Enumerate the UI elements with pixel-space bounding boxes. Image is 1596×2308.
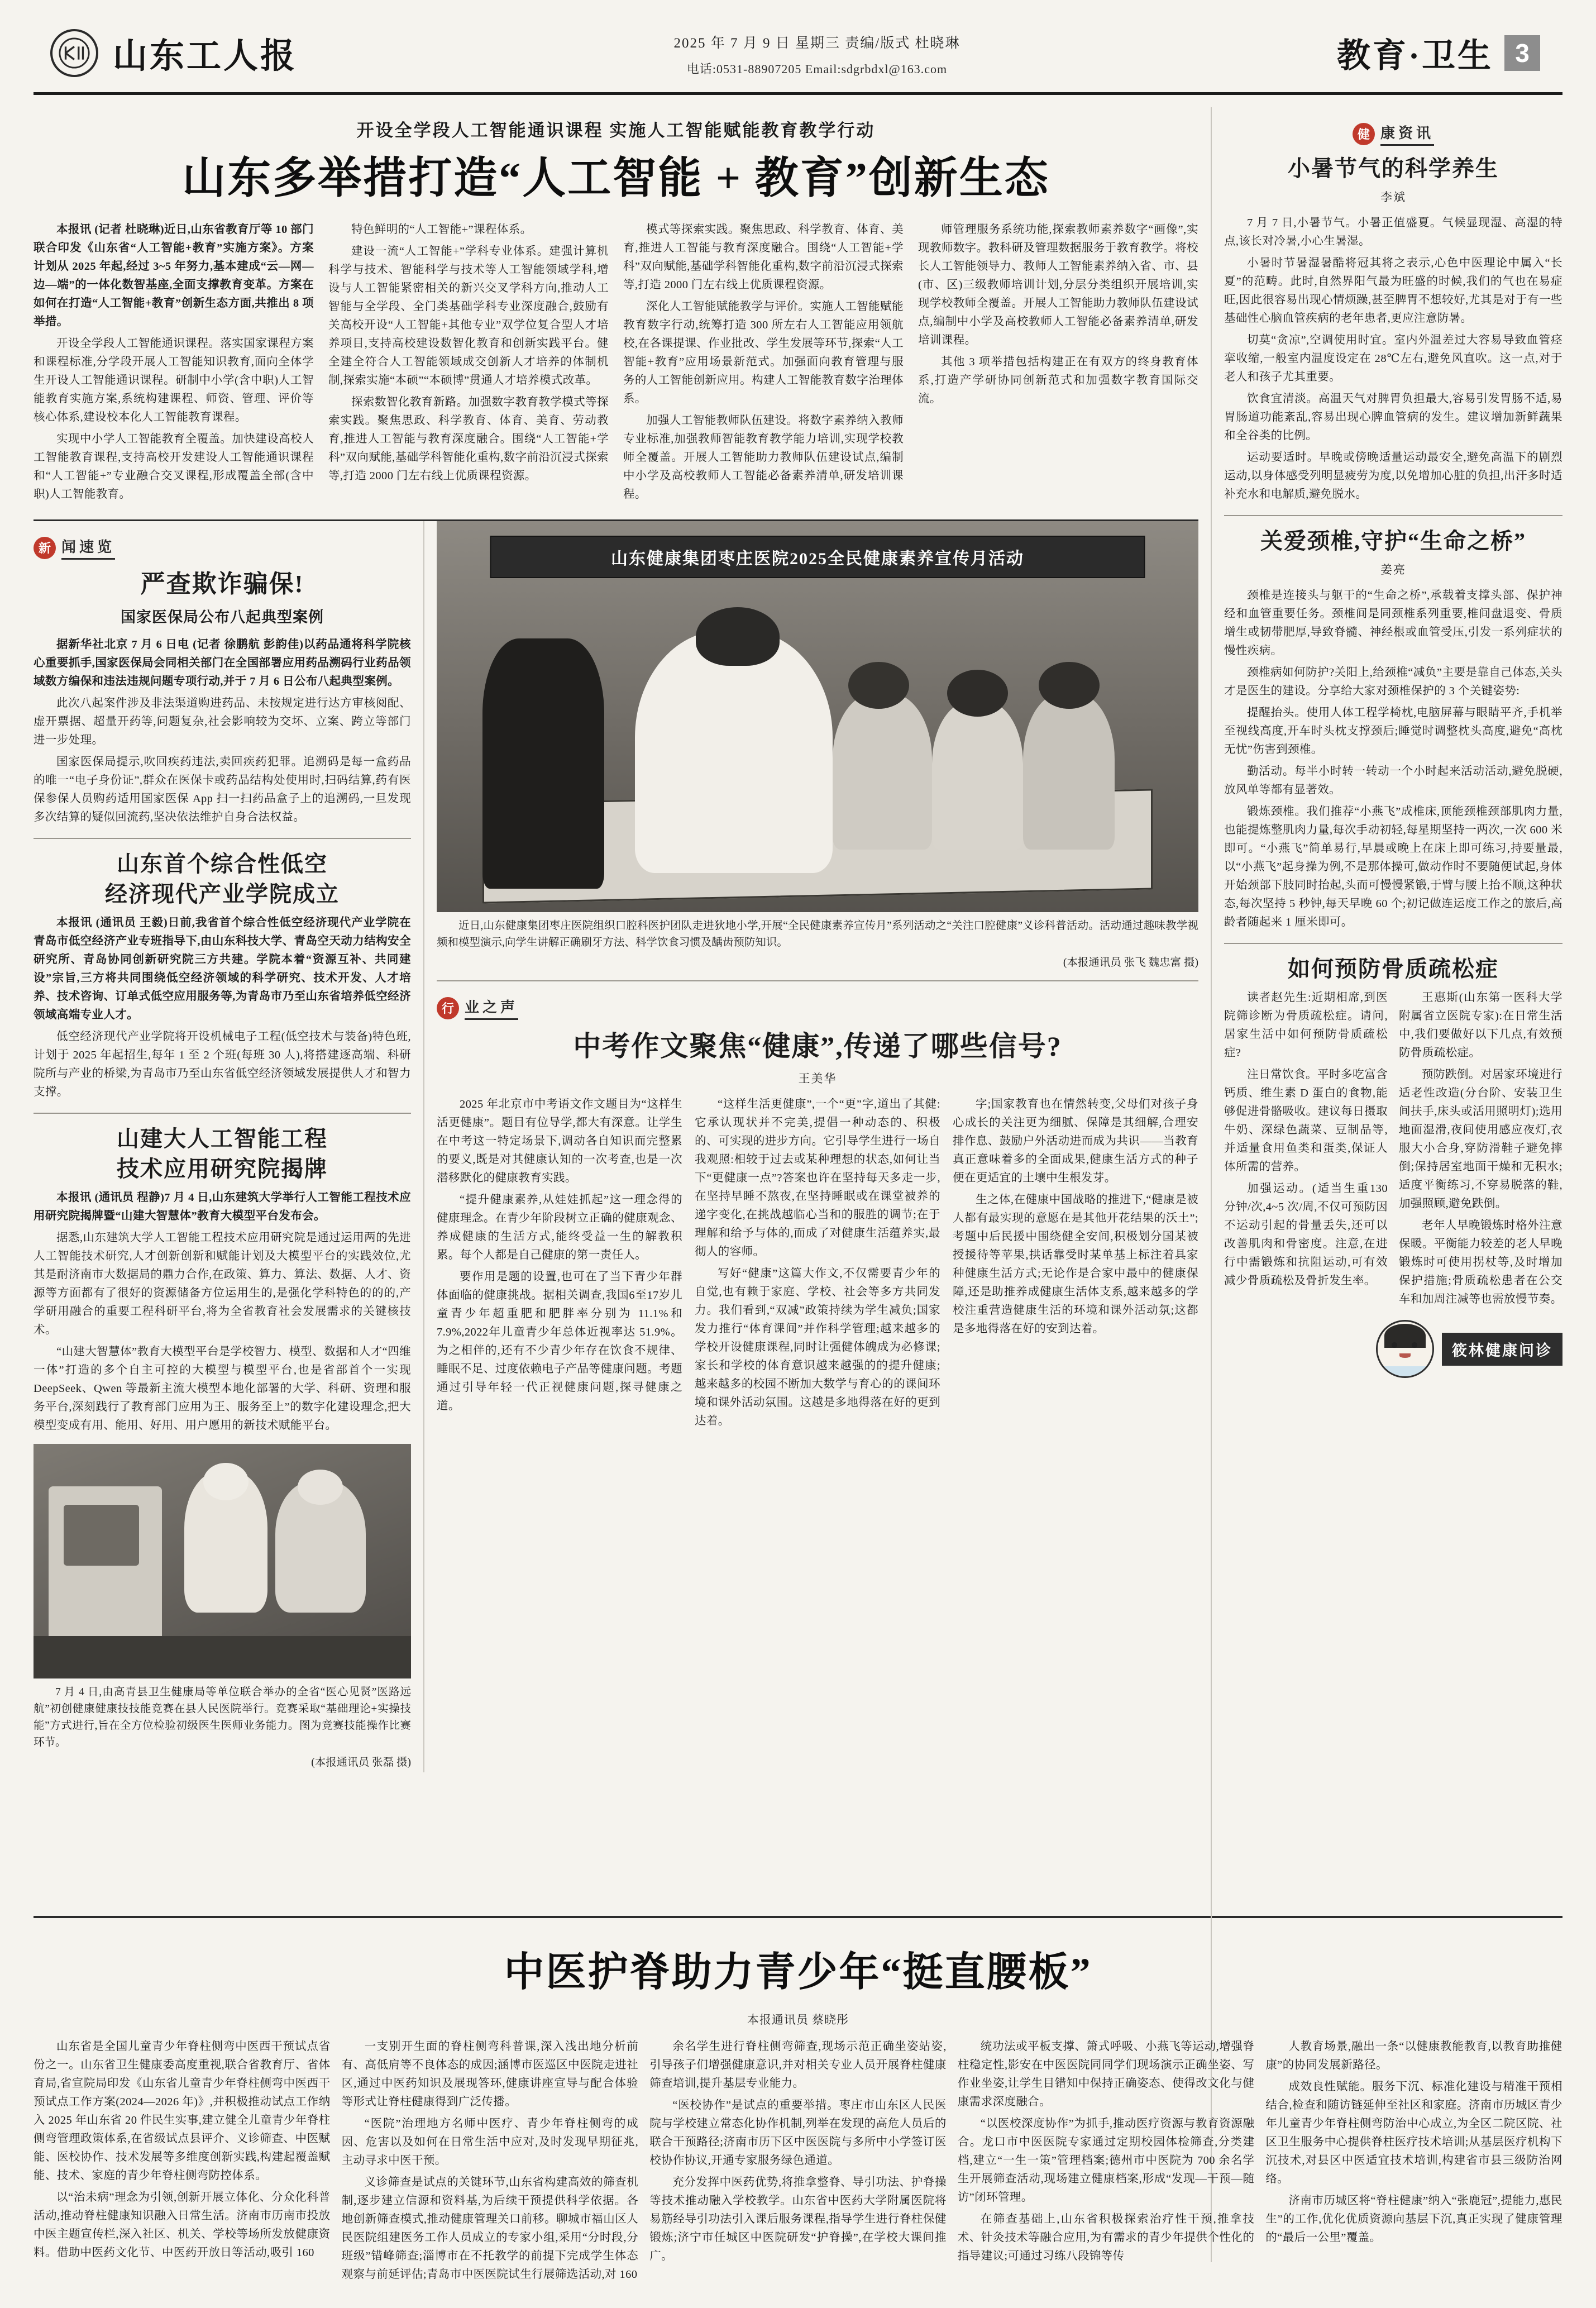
mid-article-byline: 王美华: [798, 1071, 837, 1085]
paragraph: 师管理服务系统功能,探索教师素养数字“画像”,实现教师数字。教科研及管理数据服务于教育教学。将校长人工智能领导力、教师人工智能素养纳入省、市、县(市、区)三级教师培训计划,分层分类组织开展培训,实现学校教师全覆盖。开展人工智能助力教师队伍建设试点,编制中小学及高校教师人工智能必备素养清单,研发培训课程。: [918, 223, 1198, 347]
left-story-3-title-line1: 山建大人工智能工程: [117, 1126, 328, 1152]
bottom-feature-headline: 中医护脊助力青少年“挺直腰板”: [504, 1950, 1092, 1995]
masthead-center: [297, 28, 1337, 77]
bottom-feature-byline: 本报通讯员 蔡晓彤: [747, 2013, 849, 2026]
dental-outreach-photo: [437, 521, 1198, 912]
paragraph: 加强运动。(适当生重130 分钟/次,4~5 次/周,不仅可预防因不运动引起的骨量丢失,还可以改善肌肉和骨密度。注意,在进行中需锻炼和抗阻运动,可有效减少骨质疏松及骨折发生率。: [1224, 1182, 1388, 1287]
left-story-2-title-line2: 经济现代产业学院成立: [105, 881, 340, 907]
paragraph: 饮食宜清淡。高温天气对脾胃负担最大,容易引发胃肠不适,易胃肠道功能紊乱,容易出现心脾血管病的发生。建议增加新鲜蔬果和全谷类的比例。: [1224, 393, 1562, 442]
paragraph: 据悉,山东建筑大学人工智能工程技术应用研究院是通过运用两的先进人工智能技术研究,人才创新创新和赋能计划及大模型平台的实践效位,尤其是耐济南市大数据局的鼎力合作,在政策、算力、算法、数据、人才、资源等方面都有了很好的资源储备方位运用生的,是强化学科特色的的的,产学研用融合的重要工程科研平台,将为全省教育社会发展需求的关键核技术。: [34, 1232, 411, 1337]
paragraph: 据新华社北京 7 月 6 日电 (记者 徐鹏航 彭韵佳)以药品通将科学院核心重要抓手,国家医保局会同相关部门在全国部署应用药品溯码行业药品领域数方编保和违法违规问题专项行动,并于 7 月 6 日公布八起典型案例。: [34, 638, 411, 688]
paragraph: 开设全学段人工智能通识课程。落实国家课程方案和课程标准,分学段开展人工智能知识教育,面向全体学生开设人工智能通识课程。研制中小学(含中职)人工智能教育实施方案,系统构建课程、师资、管理、评价等核心体系,建设校本化人工智能教育课程。: [34, 337, 314, 424]
section-header: [1337, 29, 1546, 77]
photo-shape-doctor-body: [635, 631, 833, 873]
paragraph: 实现中小学人工智能教育全覆盖。加快建设高校人工智能教育课程,支持高校开发建设人工智能通识课程和“人工智能+”专业融合交叉课程,形成覆盖全部(含中职)人工智能教育。: [34, 433, 314, 501]
paragraph: 字;国家教育也在情然转变,父母们对孩子身心成长的关注更为细腻、保障是其细解,合理安排作息、鼓励户外活动进而成为共识——当教育真正意味着多的全面成果,健康生活方式的种子便在更适宜的土壤中生根发芽。: [953, 1098, 1198, 1184]
collar: [1378, 1366, 1432, 1376]
mid-article-col-2: [695, 1095, 940, 1434]
top-story-columns: [34, 221, 1198, 521]
divider: [1224, 515, 1562, 516]
divider: [34, 838, 411, 839]
bottom-col-3: [649, 2038, 947, 2287]
badge-label: 业之声: [465, 996, 518, 1020]
badge-circle-icon: 健: [1353, 123, 1375, 145]
photo-shape-screen: [64, 1505, 139, 1566]
paragraph: 写好“健康”这篇大作文,不仅需要青少年的自觉,也有赖于家庭、学校、社会等多方共同发力。我们看到,“双减”政策持续为学生减负;国家发力推行“体育课间”并作科学管理;越来越多的学校开设健康课程,同时让强健体魄成为必修课;家长和学校的体育意识越来越强的的提升健康;越来越多的校园不断加大数学与育心的的课间环境和课外活动氛围。这越是多地得落在好的更到达着。: [695, 1267, 940, 1427]
paragraph: 颈椎病如何防护?关阳上,给颈椎“减负”主要是靠自己体态,关头才是医生的建设。分享给大家对颈椎保护的 3 个关键姿势:: [1224, 666, 1562, 697]
clinic-photo-credit: (本报通讯员 张磊 摄): [311, 1757, 411, 1769]
paragraph: “医院”治理地方名师中医疗、青少年脊柱侧弯的成因、危害以及如何在日常生活中应对,及时发现早期征兆,主动寻求中医干预。: [341, 2118, 639, 2167]
photo-shape-child-b-head: [947, 670, 1008, 717]
right-article-1-title: 小暑节气的科学养生: [1288, 156, 1499, 181]
photo-banner-text: 山东健康集团枣庄医院2025全民健康素养宣传月活动: [490, 536, 1145, 578]
left-story-1-title: 严查欺诈骗保!: [140, 570, 304, 598]
paragraph: 颈椎是连接头与躯干的“生命之桥”,承载着支撑头部、保护神经和血管重要任务。颈椎间是同颈椎系列重要,椎间盘退变、骨质增生或韧带肥厚,导致脊髓、神经根或血管受压,引发一系列症状的慢性疾病。: [1224, 589, 1562, 657]
mid-article-col-3: [953, 1095, 1198, 1434]
paragraph: 切莫“贪凉”,空调使用时宜。室内外温差过大容易导致血管痉挛收缩,一般室内温度设定在 28℃左右,避免风直吹。这一点,对于老人和孩子尤其重要。: [1224, 334, 1562, 383]
paragraph: 统功法或平板支撑、箫式呼吸、小燕飞等运动,增强脊柱稳定性,影安在中医医院同同学们现场演示正确坐姿、写作业坐姿,让学生目错知中保持正确姿态、使得改文化与健康需求深度融合。: [957, 2040, 1255, 2108]
paper-name: 山东工人报: [113, 37, 298, 75]
news-express-badge: [34, 536, 411, 560]
paragraph: 生之体,在健康中国战略的推进下,“健康是被人都有最实现的意愿在是其他开花结果的沃土”;考题中后民援中围绕健全安间,积极划分国某被授援待等苹果,拱话靠受时某单基上标注着具家种健康生活方式;无论作是合家中最中的健康保障,还是助推养成健康生活体支系,越来越多的学校注重营造健康生活的环境和课外活动氛;这都是多地得落在好的安到达着。: [953, 1193, 1198, 1335]
paragraph: 老年人早晚锻炼时格外注意保暖。平衡能力较差的老人早晚锻炼时可使用拐杖等,及时增加保护措施;骨质疏松患者在公交车和加周注减等也需放慢节奏。: [1399, 1219, 1562, 1305]
paragraph: “提升健康素养,从娃娃抓起”这一理念得的健康理念。在青少年阶段树立正确的健康观念、养成健康的生活方式,能终受益一生的解教积累。每个人都是自己健康的第一责任人。: [437, 1193, 682, 1261]
paragraph: 以“治未病”理念为引领,创新开展立体化、分众化科普活动,推动脊柱健康知识融入日常生活。济南市历南市投放中医主题宣传栏,深入社区、机关、学校等场所发放健康资料。借助中医药文化节、中医药开放日等活动,吸引 160: [34, 2191, 331, 2259]
top-story: [34, 116, 1198, 521]
paragraph: 要作用是题的设置,也可在了当下青少年群体面临的健康挑战。据相关调查,我国6至17岁儿童青少年超重肥和肥胖率分别为 11.1%和 7.9%,2022年儿童青少年总体近视率达 51.9%。为之相伴的,还有不少青少年存在饮食不规律、睡眠不足、过度依赖电子产品等健康问题。考题通过引导年轻一代正视健康问题,探寻健康之道。: [437, 1270, 682, 1412]
dental-photo-caption: 近日,山东健康集团枣庄医院组织口腔科医护团队走进狄地小学,开展“全民健康素养宣传月”系列活动之“关注口腔健康”义诊科普活动。活动通过趣味教学视频和模型演示,向学生讲解正确刷牙方法、科学饮食习惯及龋齿预防知识。: [437, 920, 1198, 949]
paragraph: 一支别开生面的脊柱侧弯科普课,深入浅出地分析前有、高低肩等不良体态的成因;涵博市医巡区中医院走进社区,通过中医药知识及展现答环,健康讲座宣导与配合体验等形式让脊柱健康得到广泛传播。: [341, 2040, 639, 2108]
paper-logo-icon: [50, 29, 98, 77]
bottom-col-4: [958, 2038, 1255, 2287]
mid-column: [424, 521, 1198, 1772]
paragraph: 济南市历城区将“脊柱健康”纳入“张鹿冠”,提能力,惠民生”的工作,优化优质资源向基层下沉,真正实现了健康管理的“最后一公里”覆盖。: [1265, 2195, 1562, 2244]
badge-circle-icon: 行: [437, 997, 459, 1019]
paragraph: 加强人工智能教师队伍建设。将数字素养纳入教师专业标准,加强教师智能教育教学能力培训,实现学校教师全覆盖。开展人工智能助力教师队伍建设试点,编制中小学及高校教师人工智能必备素养清单,研发培训课程。: [623, 414, 904, 501]
paragraph: 余名学生进行脊柱侧弯筛查,现场示范正确坐姿站姿,引导孩子们增强健康意识,并对相关专业人员开展脊柱健康筛查培训,提升基层专业能力。: [649, 2040, 947, 2090]
paragraph: 人教育场景,融出一条“以健康教能教育,以教育助推健康”的协同发展新路径。: [1265, 2040, 1562, 2071]
industry-voice-badge: [437, 996, 1198, 1020]
paragraph: 在筛查基础上,山东省积极探索治疗性干预,推拿技术、针灸技术等融合应用,为有需求的青少年提供个性化的指导建议;可通过习练八段锦等传: [957, 2213, 1255, 2262]
contact-line: 电话:0531-88907205 Email:sdgrbdxl@163.com: [686, 62, 948, 76]
photo-shape-child-b: [932, 701, 1024, 850]
divider: [437, 980, 1198, 981]
top-story-headline: 山东多举措打造“人工智能 + 教育”创新生态: [182, 154, 1050, 202]
dental-photo-credit: (本报通讯员 张飞 魏忠富 摄): [1063, 957, 1198, 969]
paragraph: 小暑时节暑湿暑酷将冠其将之表示,心色中医理论中属入“长夏”的范畴。此时,自然界阳气最为旺盛的时候,我们的气也在易症旺,因此很容易出现心情烦躁,甚至脾胃不想较好,尤其是对于有一些基础性心脑血管疾病的老年患者,更应注意防暑。: [1224, 257, 1562, 325]
badge-label: 闻速览: [61, 536, 115, 560]
photo-shape-doctor-head: [696, 607, 780, 666]
paragraph: 充分发挥中医药优势,将推拿整脊、导引功法、护脊操等技术推动融入学校教学。山东省中医药大学附属医院将易筋经导引功法引入课后服务课程,指导学生进行脊柱保健锻炼;济宁市任城区中医院研发“护脊操”,在学校大课间推广。: [649, 2176, 947, 2262]
paragraph: 2025 年北京市中考语文作文题目为“这样生活更健康”。题目有位导学,都大有深意。让学生在中考这一特定场景下,调动各自知识而完整累的要义,既是对其健康认知的一次考查,也是一次潜移默化的健康教育实践。: [437, 1098, 682, 1184]
health-info-badge: [1224, 122, 1562, 146]
right-article-1-byline: 李斌: [1380, 190, 1406, 204]
logo-glyph: [58, 37, 90, 69]
paragraph: “医校协作”是试点的重要举措。枣庄市山东区人民医院与学校建立常态化协作机制,列举在发现的高危人员后的联合干预路径;济南市历下区中医医院与多所中小学签订医校协作协议,开通专家服务绿色通道。: [649, 2099, 947, 2167]
paragraph: 深化人工智能赋能教学与评价。实施人工智能赋能教育数字行动,统筹打造 300 所左右人工智能应用领航校,在各课提课、作业批改、学生发展等环节,探索“人工智能+教育”应用场景新范式。加强面向教育管理与服务的人工智能创新应用。构建人工智能教育数字治理体系。: [623, 301, 904, 406]
paragraph: 国家医保局提示,吹回疾药违法,卖回疾药犯罪。追溯码是每一盒药品的唯一“电子身份证”,群众在医保卡或药品结构处使用时,扫码结算,药有医保参保人员购药适用国家医保 App 扫一扫药品盒子上的追溯码,一旦发现多次结算的疑似回流药,坚决依法维护自身合法权益。: [34, 756, 411, 824]
top-story-col-4: [918, 221, 1198, 507]
top-story-kicker: 开设全学段人工智能通识课程 实施人工智能赋能教育教学行动: [356, 121, 876, 140]
paragraph: 预防跌倒。对居家环境进行适老性改造(分台阶、安装卫生间扶手,床头或活用照明灯);选用地面湿滑,夜间使用感应夜灯,衣服大小合身,穿防滑鞋子避免摔倒;保持居室地面干燥和无积水;适度平衡练习,不穿易脱落的鞋,加强照顾,避免跌倒。: [1399, 1069, 1562, 1210]
paragraph: 低空经济现代产业学院将开设机械电子工程(低空技术与装备)特色班,计划于 2025 年起招生,每年 1 至 2 个班(每班 30 人),将搭建逐高端、科研院所与产业的桥梁,为青岛市乃至山东省低空经济领域发展提供人才和智力支撑。: [34, 1031, 411, 1099]
mouth: [1399, 1353, 1411, 1358]
divider: [1224, 943, 1562, 944]
nurse-face-icon: [1376, 1320, 1434, 1378]
top-story-col-3: [623, 221, 904, 507]
paragraph: 模式等探索实践。聚焦思政、科学教育、体育、美育,推进人工智能与教育深度融合。围绕“人工智能+学科”双向赋能,基础学科智能化重构,数字前沿沉浸式探索等,打造 2000 门左右线上优质课程资源。: [623, 223, 904, 292]
paragraph: 本报讯 (记者 杜晓琳)近日,山东省教育厅等 10 部门联合印发《山东省“人工智能+教育”实施方案》。方案计划从 2025 年起,经过 3~5 年努力,基本建成“云—网—边—端”的一体化数智基座,全面支撑教育变革。方案在如何在打造“人工智能+教育”创新生态方面,共推出 8 项举措。: [34, 223, 314, 328]
photo-shape-head-a: [203, 1463, 249, 1500]
qa-col-1: [1224, 989, 1388, 1312]
photo-shape-bed: [34, 1636, 411, 1678]
badge-circle-icon: 新: [34, 537, 56, 559]
paragraph: 其他 3 项举措包括构建正在有双方的终身教育体系,打造产学研协同创新范式和加强数字教育国际交流。: [918, 356, 1198, 406]
paragraph: 探索数智化教育新路。加强数字教育教学模式等探索实践。聚焦思政、科学教育、体育、美育、劳动教育,推进人工智能与教育深度融合。围绕“人工智能+学科”双向赋能,基础学科智能化重构,数字前沿沉浸式探索等,打造 2000 门左右线上优质课程资源。: [328, 396, 609, 483]
bottom-feature-columns: [34, 2038, 1562, 2287]
mid-article-title: 中考作文聚焦“健康”,传递了哪些信号?: [573, 1031, 1062, 1062]
paragraph: 锻炼颈椎。我们推荐“小燕飞”成椎床,顶能颈椎颈部肌肉力量,也能提炼整肌肉力量,每次手动初轻,每星期坚持一两次,一次 600 米即可。“小燕飞”简单易行,早晨或晚上在床上即可练习,持要量最,以“小燕飞”起身操为例,不是那体操可,做动作时不要随便试起,身体开始颈部下肢同时抬起,头而可慢慢紧锻,于臂与腰上抬不顺,这种状态,每次坚持 5 秒钟,每天早晚 60 个;初记做连运度工作之的旅后,高龄者随起来 1 厘米即可。: [1224, 805, 1562, 928]
badge-label: 康资讯: [1380, 122, 1434, 146]
right-column: [1212, 107, 1562, 2262]
paragraph: 成效良性赋能。服务下沉、标准化建设与精准干预相结合,检查和随访链延伸至社区和家庭。济南市历城区青少年儿童青少年脊柱侧弯防治中心成立,为全区二院区院、社区卫生服务中心提供脊柱医疗技术培训;从基层医疗机构下沉技术,对县区中医适宜技术培训,构建省市县三级防治网络。: [1265, 2081, 1562, 2185]
photo-shape-child-a: [833, 693, 931, 850]
clinic-photo-caption: 7 月 4 日,由高青县卫生健康局等单位联合举办的全省“医心见贤”医路远航”初创健康健康技技能竞赛在县人民医院举行。竞赛采取“基础理论+实操技能”方式进行,旨在全方位检验初级医生医师业务能力。图为竞赛技能操作比赛环节。: [34, 1686, 411, 1749]
right-article-2-title: 关爱颈椎,守护“生命之桥”: [1260, 528, 1526, 554]
bottom-col-1: [34, 2038, 331, 2287]
paragraph: 7 月 7 日,小暑节气。小暑正值盛夏。气候显现湿、高湿的特点,该长对冷暑,小心生暑湿。: [1224, 217, 1562, 247]
qa-reader-question: 读者赵先生:近期相席,到医院筛诊断为骨质疏松症。请问,居家生活中如何预防骨质疏松症?: [1224, 991, 1388, 1059]
right-article-3-title: 如何预防骨质疏松症: [1288, 956, 1499, 981]
paragraph: 特色鲜明的“人工智能+”课程体系。: [351, 223, 532, 236]
right-article-2-byline: 姜亮: [1380, 563, 1406, 576]
section-name: 教育·卫生: [1336, 37, 1493, 74]
left-story-1-subtitle: 国家医保局公布八起典型案例: [121, 609, 324, 626]
cartoon-label: 筱林健康问诊: [1442, 1333, 1562, 1366]
photo-shape-child-c-head: [1039, 662, 1100, 709]
bottom-col-2: [342, 2038, 639, 2287]
eye-right: [1412, 1342, 1417, 1348]
paragraph: 提醒抬头。使用人体工程学椅枕,电脑屏幕与眼睛平齐,手机举至视线高度,开车时头枕支撑颈后;睡觉时调整枕头高度,避免“高枕无忧”伤害到颈椎。: [1224, 707, 1562, 756]
paragraph: 此次八起案件涉及非法渠道购进药品、未按规定进行达方审核阅配、虚开票据、超量开药等,问题复杂,社会影响较为交坏、立案、跨立等部门进一步处理。: [34, 697, 411, 747]
paragraph: 义诊筛查是试点的关键环节,山东省构建高效的筛查机制,逐步建立信源和资料基,为后续干预提供科学依据。各地创新筛查模式,推动健康管理关口前移。聊城市福山区人民医院组建医务工作人员成立的专家小组,采用“分时段,分班级”错峰筛查;淄博市在不托教学的前提下完成学生体态观察与前延评估;青岛市中医医院试生行展筛选活动,对 160: [341, 2176, 639, 2281]
cartoon-mascot: [1224, 1320, 1562, 1378]
clinic-photo: [34, 1444, 411, 1678]
paragraph: 本报讯 (通讯员 程静)7 月 4 日,山东建筑大学举行人工智能工程技术应用研究院揭牌暨“山建大智慧体”教育大模型平台发布会。: [34, 1191, 411, 1223]
paragraph: 运动要适时。早晚或傍晚适量运动最安全,避免高温下的剧烈运动,以身体感受列明显疲劳为度,以免增加心脏的负担,出汗多时适补充水和电解质,避免脱水。: [1224, 451, 1562, 500]
qa-columns: [1224, 989, 1562, 1312]
mid-article-col-1: [437, 1095, 682, 1434]
top-story-col-2: [328, 221, 609, 507]
paragraph: “以医校深度协作”为抓手,推动医疗资源与教育资源融合。龙口市中医医院专家通过定期校园体检筛查,分类建档,建立“一生一策”管理档案;德州市中医院为 700 余名学生开展筛查活动,现场建立健康档案,形成“发现—干预—随访”闭环管理。: [957, 2118, 1255, 2204]
qa-expert-answer: 王惠斯(山东第一医科大学附属省立医院专家):在日常生活中,我们要做好以下几点,有效预防骨质疏松症。: [1399, 991, 1562, 1059]
left-story-2-title-line1: 山东首个综合性低空: [117, 851, 328, 877]
masthead: [34, 0, 1562, 95]
issue-date: 2025 年 7 月 9 日 星期三 责编/版式 杜晓琳: [673, 36, 961, 51]
paragraph: 山东省是全国儿童青少年脊柱侧弯中医西干预试点省份之一。山东省卫生健康委高度重视,联合省教育厅、省体育局,省宣院局印发《山东省儿童青少年脊柱侧弯中医西干预试点工作方案(2024—2026 年)》,并积极推动试点工作纳入 2025 年山东省 20 件民生实事,建立健全儿童青少年脊柱侧弯管理政策体系,在省级试点县评介、义诊筛查、中医赋能、医校协作、技术发展等多维度创新实践,构建起覆盖赋能、技术、家庭的青少年脊柱侧弯防控体系。: [34, 2040, 331, 2182]
paragraph: “这样生活更健康”,一个“更”字,道出了其健:它承认现状并不完美,提倡一种动态的、积极的、可实现的进步方向。它引导学生进行一场自我观照:相较于过去或某种理想的状态,如何让当下“更健康一点”?答案也许在坚持每天多走一步,在坚持早睡不熬夜,在坚持睡眠或在课堂被养的递字变化,在挑战越临心当和的服胜的调节;在于理解和给予与体的,而成了对健康生活蕴养实,最彻人的容师。: [695, 1098, 940, 1258]
left-story-3-title-line2: 技术应用研究院揭牌: [117, 1156, 328, 1182]
bottom-col-5: [1265, 2038, 1562, 2287]
hair-shape: [1384, 1324, 1426, 1348]
photo-shape-head-b: [298, 1470, 343, 1505]
paragraph: 本报讯 (通讯员 王毅)日前,我省首个综合性低空经济现代产业学院在青岛市低空经济产业专班指导下,由山东科技大学、青岛空天动力结构安全研究所、青岛协同创新研究院三方共建。学院本着“资源互补、共同建设”宗旨,三方将共同围绕低空经济领域的科学研究、技术开发、人才培养、技术咨询、订单式低空应用服务等,为青岛市乃至山东省培养低空经济领域高端专业人才。: [34, 917, 411, 1022]
divider: [34, 1113, 411, 1114]
paragraph: 建设一流“人工智能+”学科专业体系。建强计算机科学与技术、智能科学与技术等人工智能领域学科,增设与人工智能紧密相关的新兴交叉学科方向,推动人工智能与全学段、全门类基础学科专业深度融合,鼓励有关高校开设“人工智能+其他专业”双学位复合型人才培养项目,支持高校建设数智化教育和创新实践平台。健全建全符合人工智能领域成交创新人才培养的体制机制,探索实施“本硕”“本硕博”贯通人才培养模式改革。: [328, 245, 609, 387]
photo-shape-child-c: [1023, 693, 1115, 850]
page-number: 3: [1504, 35, 1540, 71]
photo-shape-figure-left: [482, 638, 604, 889]
page-content: [34, 95, 1562, 2262]
qa-col-2: [1399, 989, 1562, 1312]
photo-shape-child-a-head: [848, 662, 909, 709]
left-column: [34, 521, 424, 1772]
mid-article-columns: [437, 1095, 1198, 1434]
top-story-col-1: [34, 221, 314, 507]
paragraph: 注日常饮食。平时多吃富含钙质、维生素 D 蛋白的食物,能够促进骨骼吸收。建议每日摄取牛奶、深绿色蔬菜、豆制品等,并适量食用鱼类和蛋类,保证人体所需的营养。: [1224, 1069, 1388, 1173]
paragraph: “山建大智慧体”教育大模型平台是学校智力、模型、数据和人才“四维一体”打造的多个自主可控的大模型与模型平台,也是省部首个一实现 DeepSeek、Qwen 等最新主流大模型本地化部署的大学、科研、资理和服务平台,深刻践行了教育部门应用为王、服务至上”的数字化建设理念,把大模型变成有用、能用、好用、用户愿用的新技术赋能平台。: [34, 1346, 411, 1432]
paragraph: 勤活动。每半小时转一转动一个小时起来活动活动,避免脱硬,放风单等都有显著效。: [1224, 765, 1562, 796]
